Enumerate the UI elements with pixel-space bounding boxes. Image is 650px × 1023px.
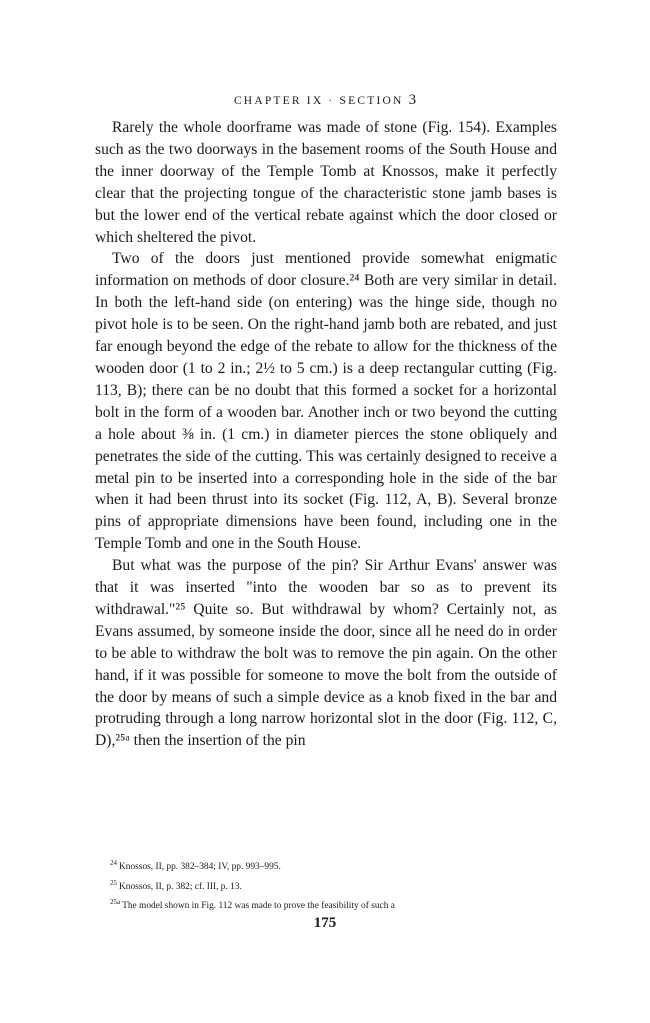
paragraph: But what was the purpose of the pin? Sir Arthur Evans' answer was that it was inserted "into the wooden bar so as to prevent its withdrawal."²⁵ Quite so. But withdrawal by whom? Certainly not, as Evans assumed, by someone inside the door, since all he need do in order to be able to withdraw the bolt was to remove the pin again. On the other hand, if it was possible for someone to move the bolt from the outside of the door by means of such a simple device as a knob fixed in the bar and protruding through a long narrow horizontal slot in the door (Fig. 112, C, D),²⁵ᵃ then the insertion of the pin (95, 557, 557, 750)
footnote-text: Knossos, II, p. 382; cf. III, p. 13. (119, 881, 242, 892)
footnote-text: The model shown in Fig. 112 was made to prove the feasibility of such a (122, 901, 395, 912)
footnotes (110, 856, 560, 915)
body-text (95, 117, 557, 752)
footnote-text: Knossos, II, pp. 382–384; IV, pp. 993–995. (119, 862, 281, 873)
footnote-mark: 24 (110, 859, 117, 867)
page-number: 175 (313, 915, 337, 931)
footnote-mark: 25a (110, 898, 121, 907)
paragraph: Rarely the whole doorframe was made of stone (Fig. 154). Examples such as the two doorways in the basement rooms of the South House and the inner doorway of the Temple Tomb at Knossos, make it perfectly clear that the projecting tongue of the characteristic stone jamb bases is but the lower end of the vertical rebate against which the door closed or which sheltered the pivot. (95, 119, 557, 246)
running-header (0, 92, 650, 109)
footnote-mark: 25 (110, 878, 117, 887)
running-header-text: CHAPTER IX · SECTION (233, 95, 404, 107)
footnote (110, 856, 560, 876)
footnote (110, 876, 560, 896)
section-number: 3 (408, 92, 417, 108)
footnote (110, 895, 560, 915)
paragraph: Two of the doors just mentioned provide somewhat enigmatic information on methods of door closure.²⁴ Both are very similar in detail. In both the left-hand side (on entering) was the hinge side, though no pivot hole is to be seen. On the right-hand jamb both are rebated, and just far enough beyond the edge of the rebate to allow for the thickness of the wooden door (1 to 2 in.; 2½ to 5 cm.) is a deep rectangular cutting (Fig. 113, B); there can be no doubt that this formed a socket for a horizontal bolt in the form of a wooden bar. Another inch or two beyond the cutting a hole about ⅜ in. (1 cm.) in diameter pierces the stone obliquely and penetrates the side of the cutting. This was certainly designed to receive a metal pin to be inserted into a corresponding hole in the side of the bar when it had been thrust into its socket (Fig. 112, A, B). Several bronze pins of appropriate dimensions have been found, including one in the Temple Tomb and one in the South House. (95, 250, 557, 553)
